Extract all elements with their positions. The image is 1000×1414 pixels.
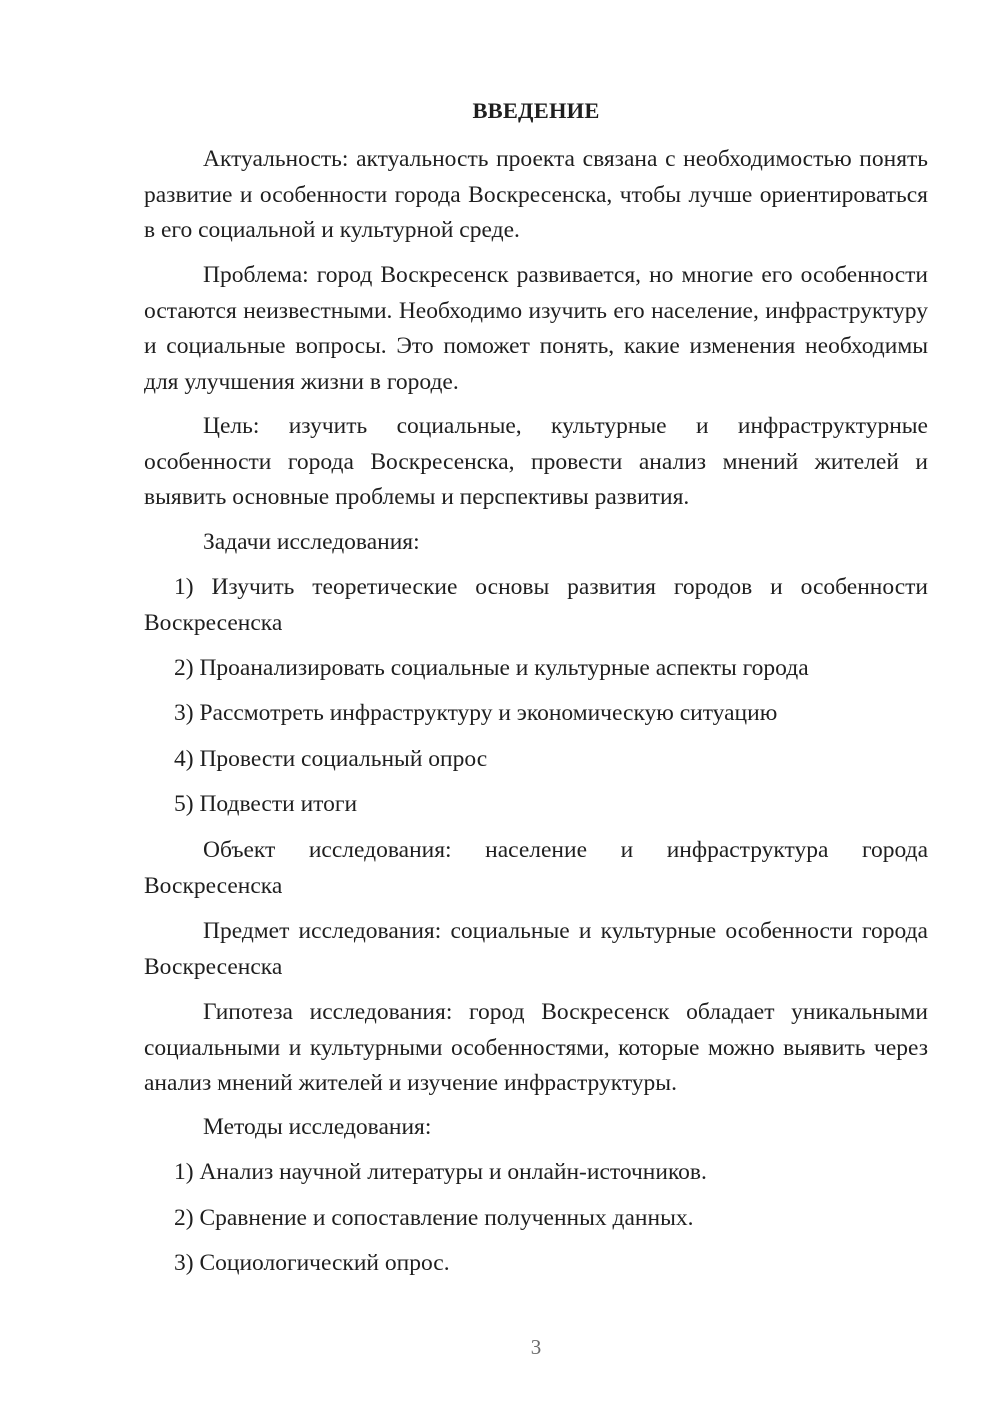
task-item: 4) Провести социальный опрос	[174, 746, 488, 772]
page-title: ВВЕДЕНИЕ	[472, 98, 600, 123]
task-item: 2) Проанализировать социальные и культурные аспекты города	[174, 655, 809, 681]
task-item: 1) Изучить теоретические основы развития городов и особенности Воскресенска	[144, 574, 928, 636]
paragraph-object: Объект исследования: население и инфраструктура города Воскресенска	[144, 837, 928, 899]
method-item: 1) Анализ научной литературы и онлайн-источников.	[174, 1159, 707, 1185]
method-item: 2) Сравнение и сопоставление полученных данных.	[174, 1205, 694, 1231]
paragraph-problem: Проблема: город Воскресенск развивается, но многие его особенности остаются неизвестными. Необходимо изучить его население, инфраструктуру и социальные вопросы. Это поможет понять, какие изменения необходимы для улучшения жизни в городе.	[144, 262, 928, 395]
paragraph-goal: Цель: изучить социальные, культурные и инфраструктурные особенности города Воскресенска, провести анализ мнений жителей и выявить основные проблемы и перспективы развития.	[144, 413, 928, 510]
task-item: 3) Рассмотреть инфраструктуру и экономическую ситуацию	[174, 700, 778, 726]
page-number: 3	[530, 1335, 542, 1359]
paragraph-relevance: Актуальность: актуальность проекта связана с необходимостью понять развитие и особенности города Воскресенска, чтобы лучше ориентироваться в его социальной и культурной среде.	[144, 146, 928, 243]
paragraph-hypothesis: Гипотеза исследования: город Воскресенск обладает уникальными социальными и культурными особенностями, которые можно выявить через анализ мнений жителей и изучение инфраструктуры.	[144, 999, 928, 1096]
tasks-heading: Задачи исследования:	[203, 529, 420, 555]
paragraph-subject: Предмет исследования: социальные и культурные особенности города Воскресенска	[144, 918, 928, 980]
methods-heading: Методы исследования:	[203, 1114, 432, 1140]
method-item: 3) Социологический опрос.	[174, 1250, 450, 1276]
task-item: 5) Подвести итоги	[174, 791, 358, 817]
